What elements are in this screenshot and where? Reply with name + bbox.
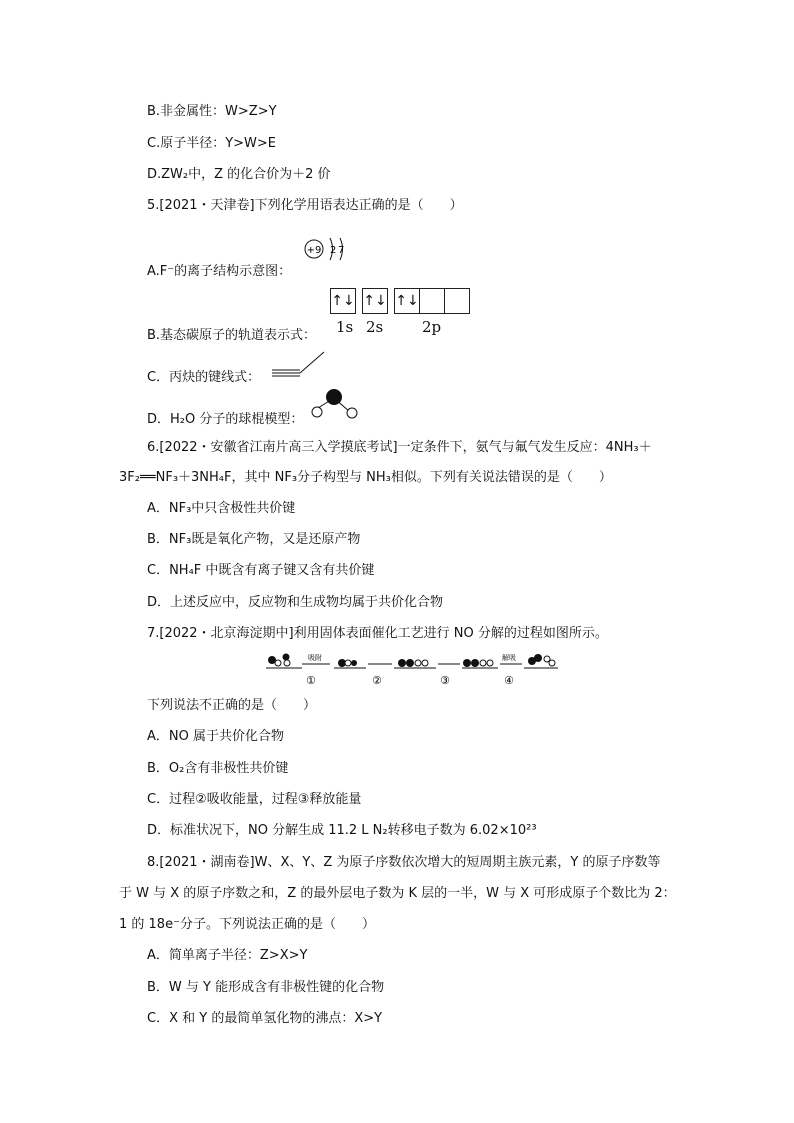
propyne-structure [270, 348, 330, 378]
question-8-cont-1: 于 W 与 X 的原子序数之和，Z 的最外层电子数为 K 层的一半，W 与 X 可形成原子个数比为 2： [119, 886, 676, 901]
shell-1: 2 [330, 245, 337, 256]
orbital-diagram [330, 288, 470, 314]
step-3: ③ [440, 674, 450, 687]
f-ion-diagram [300, 236, 360, 272]
question-7-sub: 下列说法不正确的是（ ） [147, 698, 317, 713]
question-6-b: B．NF₃既是氧化产物，又是还原产物 [147, 532, 361, 547]
step-1: ① [306, 674, 316, 687]
question-8-c: C．X 和 Y 的最简单氢化物的沸点：X>Y [147, 1011, 383, 1026]
orbital-2s: ↑↓ [362, 288, 388, 314]
orbital-2p-1: ↑↓ [394, 288, 420, 314]
question-8-a: A．简单离子半径：Z>X>Y [147, 948, 308, 963]
question-7-d: D．标准状况下，NO 分解生成 11.2 L N₂转移电子数为 6.02×10²³ [147, 823, 537, 838]
step-2: ② [372, 674, 382, 687]
question-6: 6.[2022・安徽省江南片高三入学摸底考试]一定条件下，氨气与氟气发生反应：4NH₃＋ [147, 440, 652, 455]
arrow-label-desorb: 解吸 [502, 654, 516, 662]
step-4: ④ [504, 674, 514, 687]
question-5-c: C．丙炔的键线式： [147, 370, 261, 385]
option-d: D.ZW₂中，Z 的化合价为＋2 价 [147, 167, 331, 182]
label-2s: 2s [366, 318, 384, 336]
question-6-c: C．NH₄F 中既含有离子键又含有共价键 [147, 563, 375, 578]
question-5: 5.[2021・天津卷]下列化学用语表达正确的是（ ） [147, 198, 463, 213]
label-1s: 1s [336, 318, 354, 336]
question-6-d: D．上述反应中，反应物和生成物均属于共价化合物 [147, 595, 444, 610]
question-5-a: A.F⁻的离子结构示意图： [147, 264, 292, 279]
arrow-label-adsorb: 吸附 [308, 654, 322, 662]
question-7-a: A．NO 属于共价化合物 [147, 729, 284, 744]
no-decomposition-diagram [262, 650, 562, 690]
shell-2: 7 [338, 245, 345, 256]
nucleus-charge: +9 [306, 245, 322, 256]
question-7-c: C．过程②吸收能量，过程③释放能量 [147, 792, 362, 807]
orbital-1s: ↑↓ [330, 288, 356, 314]
question-5-b: B.基态碳原子的轨道表示式： [147, 328, 317, 343]
question-7: 7.[2022・北京海淀期中]利用固体表面催化工艺进行 NO 分解的过程如图所示。 [147, 626, 608, 641]
orbital-2p-2 [420, 288, 445, 314]
question-8: 8.[2021・湖南卷]W、X、Y、Z 为原子序数依次增大的短周期主族元素，Y 的原子序数等 [147, 855, 661, 870]
question-8-cont-2: 1 的 18e⁻分子。下列说法正确的是（ ） [119, 917, 375, 932]
option-b: B.非金属性：W>Z>Y [147, 104, 277, 119]
option-c: C.原子半径：Y>W>E [147, 136, 277, 151]
question-8-b: B．W 与 Y 能形成含有非极性键的化合物 [147, 980, 385, 995]
orbital-2p-3 [445, 288, 470, 314]
label-2p: 2p [422, 318, 442, 336]
question-5-d: D．H₂O 分子的球棍模型： [147, 412, 304, 427]
question-6-cont: 3F₂══NF₃＋3NH₄F，其中 NF₃分子构型与 NH₃相似。下列有关说法错误的是（ ） [119, 470, 612, 485]
question-6-a: A．NF₃中只含极性共价键 [147, 501, 296, 516]
question-7-b: B．O₂含有非极性共价键 [147, 761, 289, 776]
